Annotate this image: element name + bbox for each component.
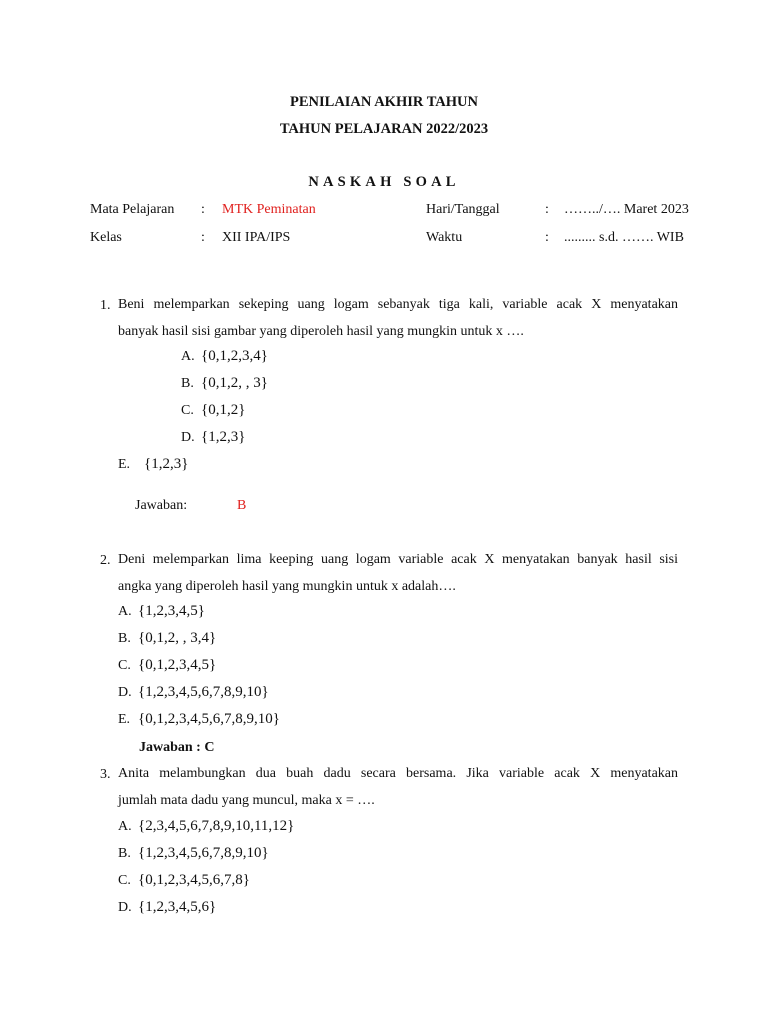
class-colon: :	[201, 230, 205, 245]
option-label: B.	[118, 631, 131, 646]
question-line: angka yang diperoleh hasil yang mungkin untuk x adalah….	[118, 579, 456, 594]
answer-value: B	[237, 498, 247, 513]
option-label: E.	[118, 712, 131, 727]
option-value: {0,1,2,3,4,5,6,7,8}	[138, 872, 250, 888]
option-value: {1,2,3,4,5,6,7,8,9,10}	[138, 684, 269, 700]
option-value: {2,3,4,5,6,7,8,9,10,11,12}	[138, 818, 295, 834]
question-line: Deni melemparkan lima keeping uang logam variable acak X menyatakan banyak hasil sisi	[118, 552, 678, 567]
option-item	[118, 630, 216, 647]
option-item	[181, 402, 245, 419]
document-type: NASKAH SOAL	[308, 174, 460, 190]
option-value: {0,1,2, , 3,4}	[138, 630, 217, 646]
option-item	[118, 684, 269, 701]
option-item	[118, 818, 294, 835]
option-value: {1,2,3}	[144, 456, 189, 472]
question-line: jumlah mata dadu yang muncul, maka x = ….	[118, 793, 375, 808]
option-item	[118, 872, 250, 889]
subject-value: MTK Peminatan	[222, 202, 316, 217]
option-item	[181, 429, 245, 446]
class-label: Kelas	[90, 230, 122, 245]
answer-label: Jawaban:	[135, 498, 188, 513]
option-value: {0,1,2,3,4}	[201, 348, 268, 364]
option-label: A.	[118, 604, 132, 619]
exam-title: PENILAIAN AKHIR TAHUN	[290, 94, 478, 110]
option-value: {1,2,3,4,5}	[138, 603, 205, 619]
option-label: A.	[118, 819, 132, 834]
option-label: D.	[118, 900, 132, 915]
date-colon: :	[545, 202, 549, 217]
question-text	[118, 291, 678, 345]
question-number: 1.	[100, 298, 111, 313]
option-label: B.	[181, 376, 194, 391]
option-value: {1,2,3}	[201, 429, 246, 445]
option-value: {0,1,2,3,4,5,6,7,8,9,10}	[138, 711, 280, 727]
option-value: {0,1,2}	[201, 402, 246, 418]
question-line: Beni melemparkan sekeping uang logam sebanyak tiga kali, variable acak X menyatakan	[118, 297, 678, 312]
question-number: 2.	[100, 553, 111, 568]
subject-label: Mata Pelajaran	[90, 202, 175, 217]
class-value: XII IPA/IPS	[222, 230, 291, 245]
option-item	[118, 899, 216, 916]
time-label: Waktu	[426, 230, 463, 245]
question-line: Anita melambungkan dua buah dadu secara bersama. Jika variable acak X menyatakan	[118, 766, 678, 781]
option-value: {1,2,3,4,5,6,7,8,9,10}	[138, 845, 269, 861]
option-item	[181, 375, 268, 392]
option-label: C.	[118, 873, 131, 888]
date-value: ……../…. Maret 2023	[564, 202, 689, 217]
date-label: Hari/Tanggal	[426, 202, 500, 217]
option-label: C.	[181, 403, 194, 418]
option-label: E.	[118, 457, 131, 472]
question-number: 3.	[100, 767, 111, 782]
time-colon: :	[545, 230, 549, 245]
option-label: C.	[118, 658, 131, 673]
option-label: B.	[118, 846, 131, 861]
option-item	[118, 657, 216, 674]
option-label: A.	[181, 349, 195, 364]
option-value: {0,1,2, , 3}	[201, 375, 268, 391]
option-label: D.	[118, 685, 132, 700]
option-item	[181, 348, 268, 365]
option-value: {1,2,3,4,5,6}	[138, 899, 217, 915]
question-text	[118, 546, 678, 600]
option-value: {0,1,2,3,4,5}	[138, 657, 217, 673]
subject-colon: :	[201, 202, 205, 217]
school-year: TAHUN PELAJARAN 2022/2023	[279, 121, 489, 137]
option-item	[118, 603, 205, 620]
time-value: ......... s.d. ……. WIB	[564, 230, 684, 245]
option-item	[118, 711, 280, 728]
question-line: banyak hasil sisi gambar yang diperoleh hasil yang mungkin untuk x ….	[118, 324, 524, 339]
question-text	[118, 760, 678, 814]
option-item	[118, 845, 269, 862]
option-item	[118, 456, 188, 473]
answer-text: Jawaban : C	[139, 740, 215, 755]
option-label: D.	[181, 430, 195, 445]
